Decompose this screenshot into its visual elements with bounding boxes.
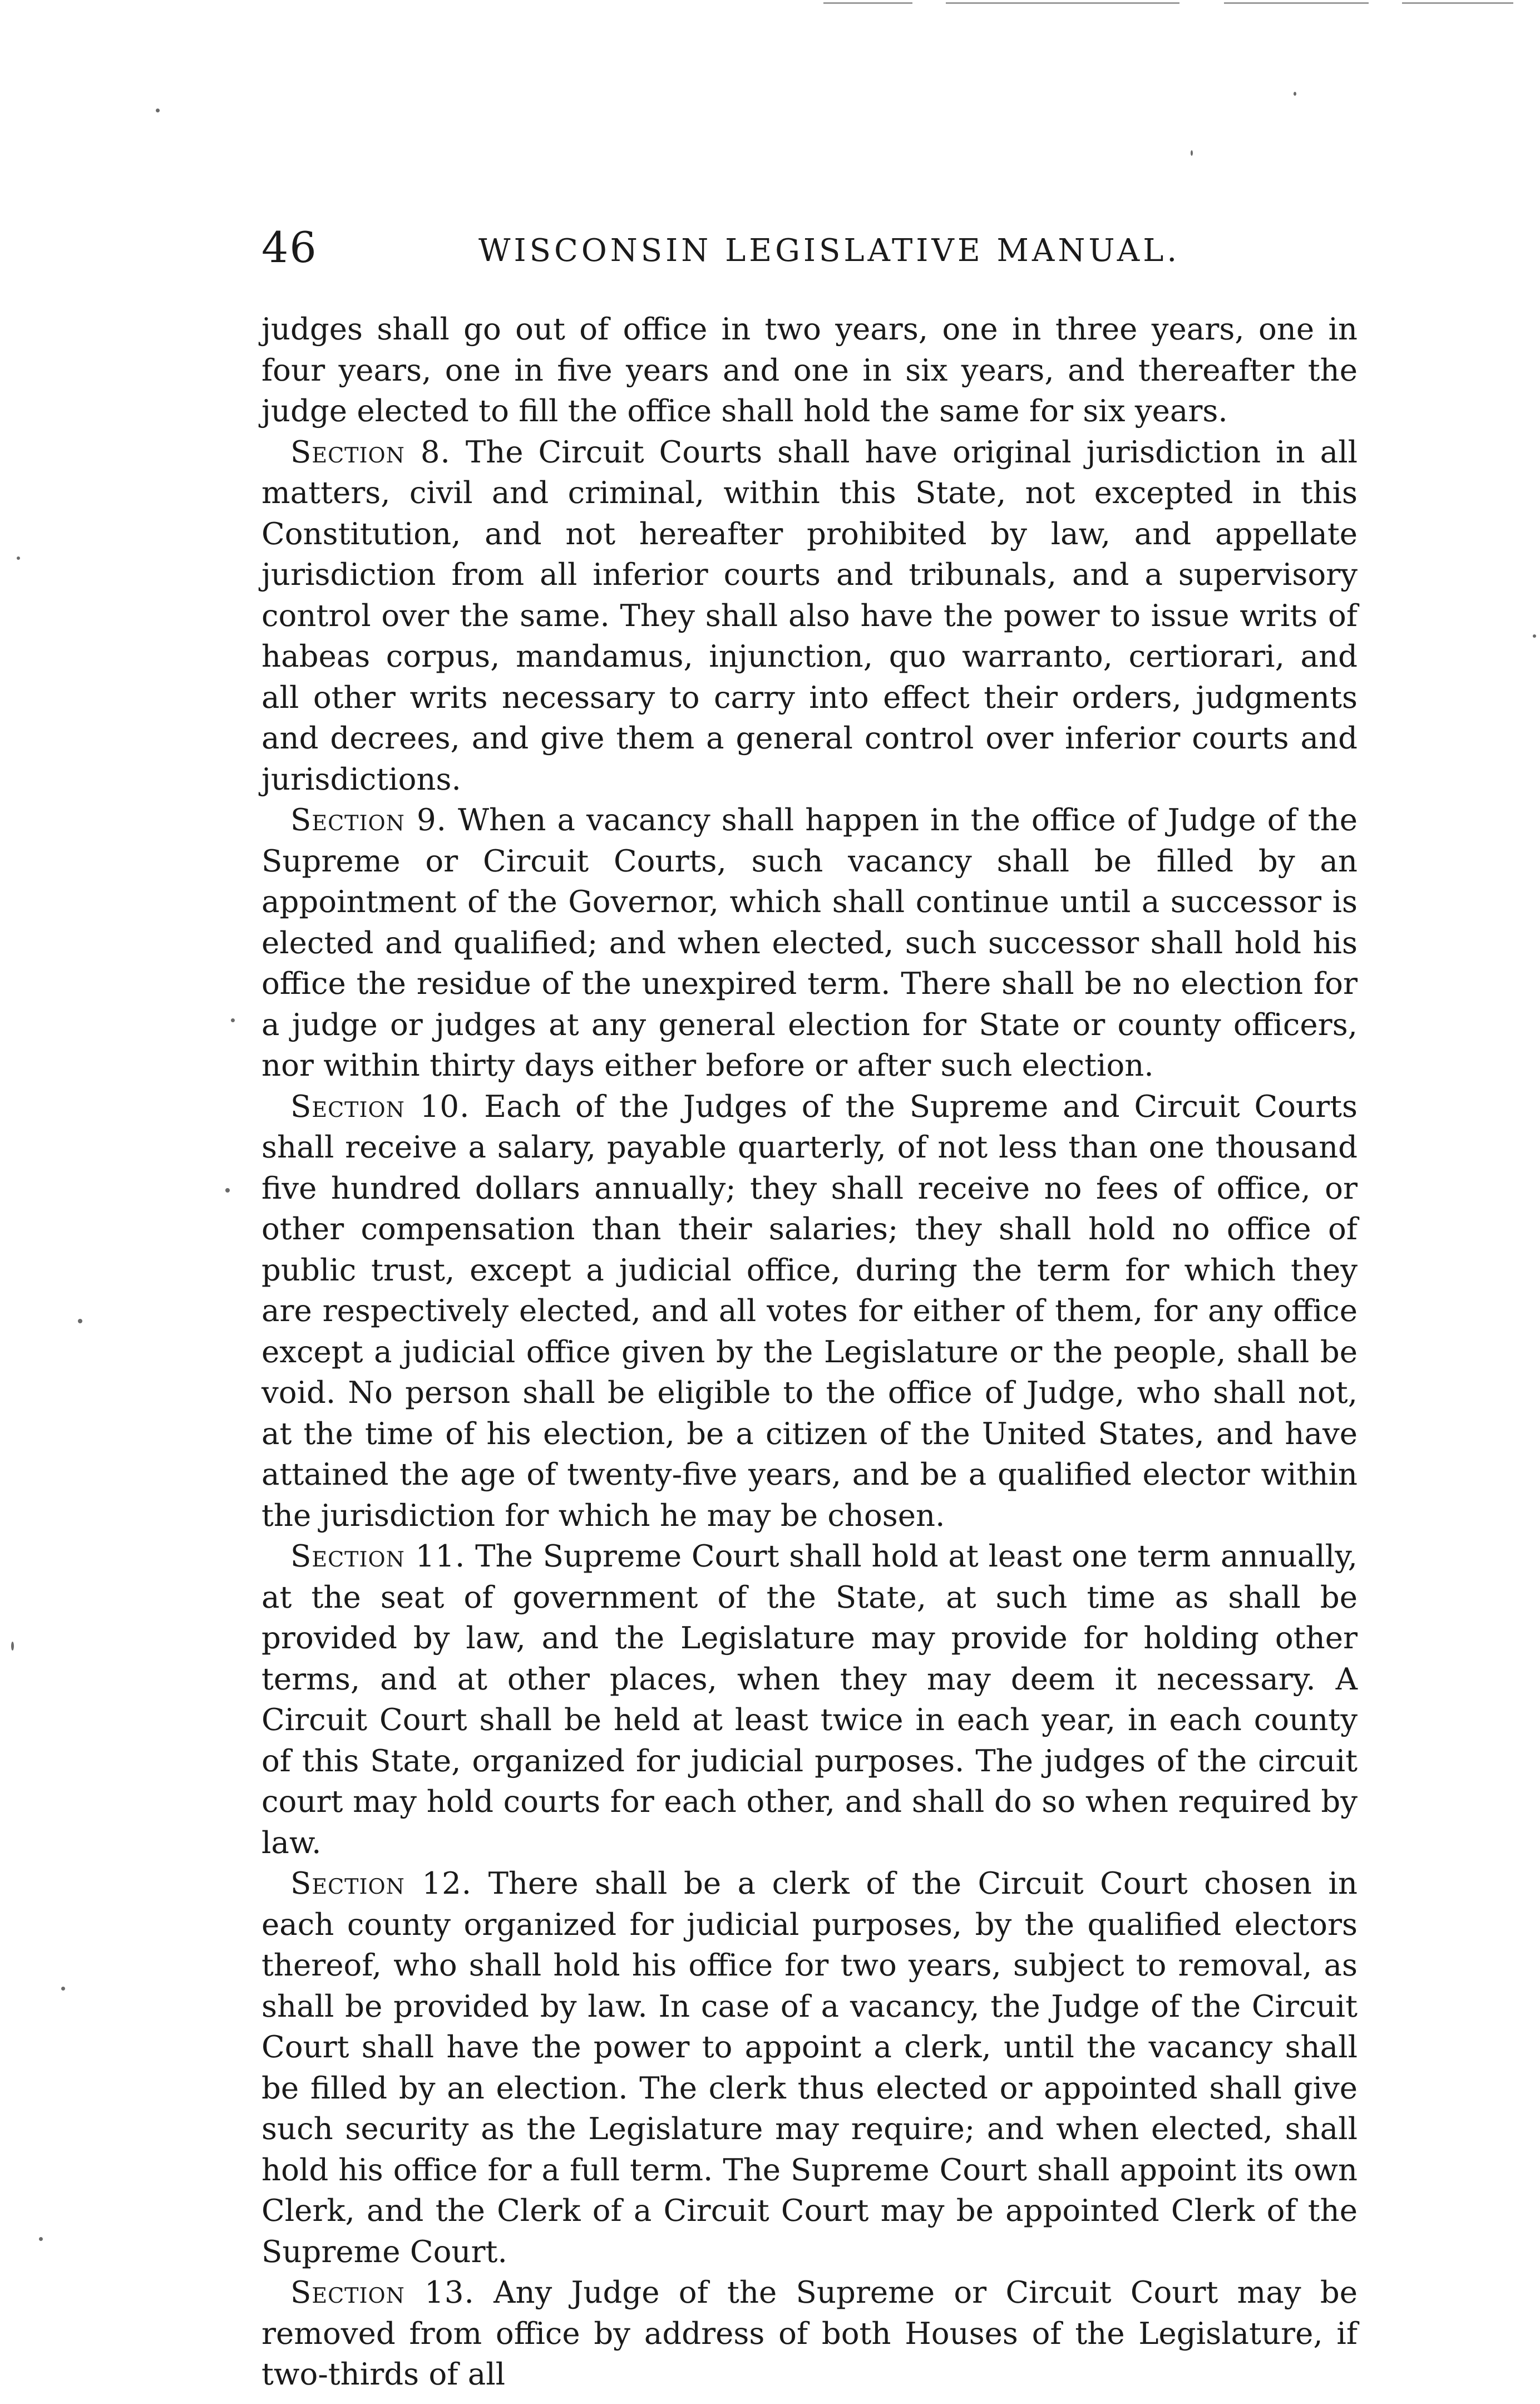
scan-speck [1191,150,1193,156]
section-label: Section 11. [290,1538,466,1574]
paragraph-section-10 [261,1086,1358,1536]
scan-speck [231,1018,235,1022]
section-label: Section 9. [290,802,447,838]
scan-speck [39,2237,43,2241]
top-edge-rule [946,2,1179,4]
scan-speck [11,1642,14,1651]
paragraph-section-8 [261,432,1358,800]
scan-speck [156,109,160,112]
section-label: Section 13. [290,2274,475,2310]
top-edge-rule [1402,2,1513,4]
body-text [261,309,1358,2395]
top-edge-rule [1224,2,1369,4]
paragraph-text: The Circuit Courts shall have original jurisdiction in all matters, civil and criminal, within this State, not excepted in this Constitution, and not hereafter prohibited by law, and appellate jurisdiction from all inferior courts and tribunals, and a supervisory control over the same. They shall also have the power to issue writs of habeas corpus, mandamus, injunction, quo warranto, certiorari, and all other writs necessary to carry into effect their orders, judgments and decrees, and give them a general control over inferior courts and jurisdictions. [261,433,1358,797]
scan-speck [225,1188,230,1193]
paragraph-text: Any Judge of the Supreme or Circuit Court may be removed from office by address of both Houses of the Legislature, if two-thirds of all [261,2274,1358,2392]
scan-speck [61,1987,65,1991]
paragraph-text: Each of the Judges of the Supreme and Circuit Courts shall receive a salary, payable quarterly, of not less than one thousand five hundred dollars annually; they shall receive no fees of office, or other compensation than their salaries; they shall hold no office of public trust, except a judicial office, during the term for which they are respectively elected, and all votes for either of them, for any office except a judicial office given by the Legislature or the people, shall be void. No person shall be eligible to the office of Judge, who shall not, at the time of his election, be a citizen of the United States, and have attained the age of twenty-five years, and be a qualified elector within the jurisdiction for which he may be chosen. [261,1088,1358,1533]
top-edge-rule [823,2,912,4]
paragraph-continued [261,309,1358,432]
running-head: WISCONSIN LEGISLATIVE MANUAL. [478,233,1181,269]
paragraph-text: judges shall go out of office in two years, one in three years, one in four years, one in five years and one in six years, and thereafter the judge elected to fill the office shall hold the same for six years. [261,311,1358,428]
paragraph-section-11 [261,1536,1358,1863]
page-number: 46 [261,223,318,272]
scan-speck [1533,634,1536,638]
paragraph-text: When a vacancy shall happen in the office of Judge of the Supreme or Circuit Courts, such vacancy shall be filled by an appointment of the Governor, which shall continue until a successor is elected and qualified; and when elected, such successor shall hold his office the residue of the unexpired term. There shall be no election for a judge or judges at any general election for State or county officers, nor within thirty days either before or after such election. [261,802,1358,1083]
page-header [261,223,1230,289]
paragraph-text: The Supreme Court shall hold at least one term annually, at the seat of government of the State, at such time as shall be provided by law, and the Legislature may provide for holding other terms, and at other places, when they may deem it necessary. A Circuit Court shall be held at least twice in each year, in each county of this State, organized for judicial purposes. The judges of the circuit court may hold courts for each other, and shall do so when required by law. [261,1538,1358,1860]
paragraph-section-13 [261,2272,1358,2395]
scan-speck [78,1319,82,1323]
scan-speck [17,556,20,560]
section-label: Section 12. [290,1865,472,1901]
scan-speck [1294,92,1296,96]
paragraph-text: There shall be a clerk of the Circuit Court chosen in each county organized for judicial purposes, by the qualified electors thereof, who shall hold his office for two years, subject to removal, as shall be provided by law. In case of a vacancy, the Judge of the Circuit Court shall have the power to appoint a clerk, until the vacancy shall be filled by an election. The clerk thus elected or appointed shall give such security as the Legislature may require; and when elected, shall hold his office for a full term. The Supreme Court shall appoint its own Clerk, and the Clerk of a Circuit Court may be appointed Clerk of the Supreme Court. [261,1865,1358,2269]
section-label: Section 8. [290,433,451,470]
paragraph-section-12 [261,1863,1358,2272]
paragraph-section-9 [261,800,1358,1086]
section-label: Section 10. [290,1088,470,1124]
